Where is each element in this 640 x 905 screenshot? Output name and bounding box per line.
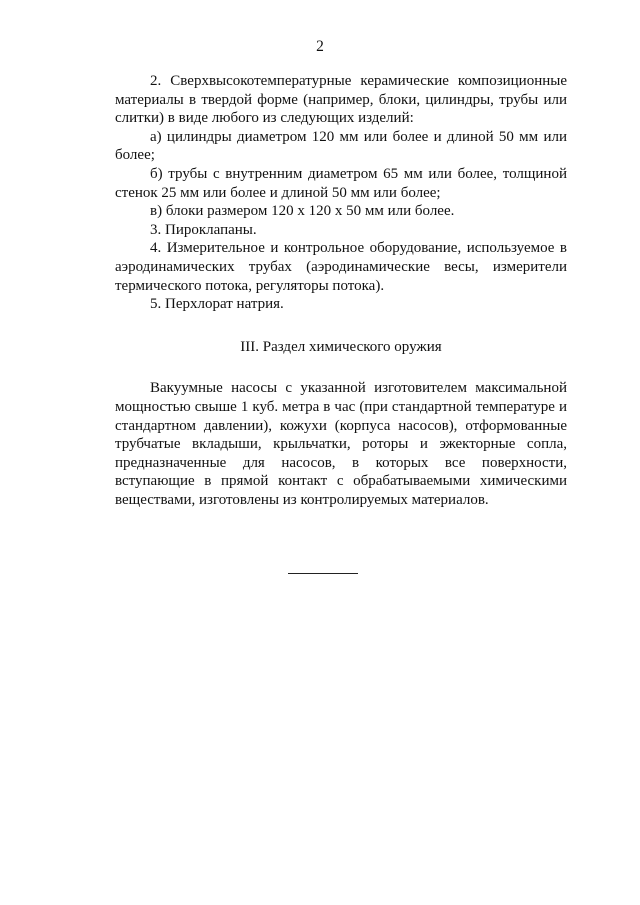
- list-item-5: 5. Перхлорат натрия.: [150, 296, 284, 313]
- section-paragraph: Вакуумные насосы с указанной изготовителем максимальной мощностью свыше 1 куб. метра в час (при стандартной температуре и стандартном давлении), кожухи (корпуса насосов), отформованные трубчатые вкладыши, крыльчатки, роторы и эжекторные сопла, предназначенные для насосов, в которых все поверхности, вступающие в прямой контакт с обрабатываемыми химическими веществами, изготовлены из контролируемых материалов.: [115, 380, 567, 508]
- list-item-2: 2. Сверхвысокотемпературные керамические композиционные материалы в твердой форме (например, блоки, цилиндры, трубы или слитки) в виде любого из следующих изделий:: [115, 73, 567, 127]
- document-body: [115, 72, 567, 509]
- list-item-2a: а) цилиндры диаметром 120 мм или более и длиной 50 мм или более;: [115, 128, 567, 164]
- page-number: 2: [316, 38, 324, 55]
- list-item-2c: в) блоки размером 120 x 120 x 50 мм или более.: [150, 203, 455, 220]
- section-heading: III. Раздел химического оружия: [240, 338, 442, 355]
- list-item-3: 3. Пироклапаны.: [150, 221, 257, 238]
- list-item-2b: б) трубы с внутренним диаметром 65 мм или более, толщиной стенок 25 мм или более и длиной 50 мм или более;: [115, 165, 567, 201]
- list-item-4: 4. Измерительное и контрольное оборудование, используемое в аэродинамических трубах (аэродинамические весы, измерители термического потока, регуляторы потока).: [115, 240, 567, 294]
- end-divider: [288, 573, 358, 574]
